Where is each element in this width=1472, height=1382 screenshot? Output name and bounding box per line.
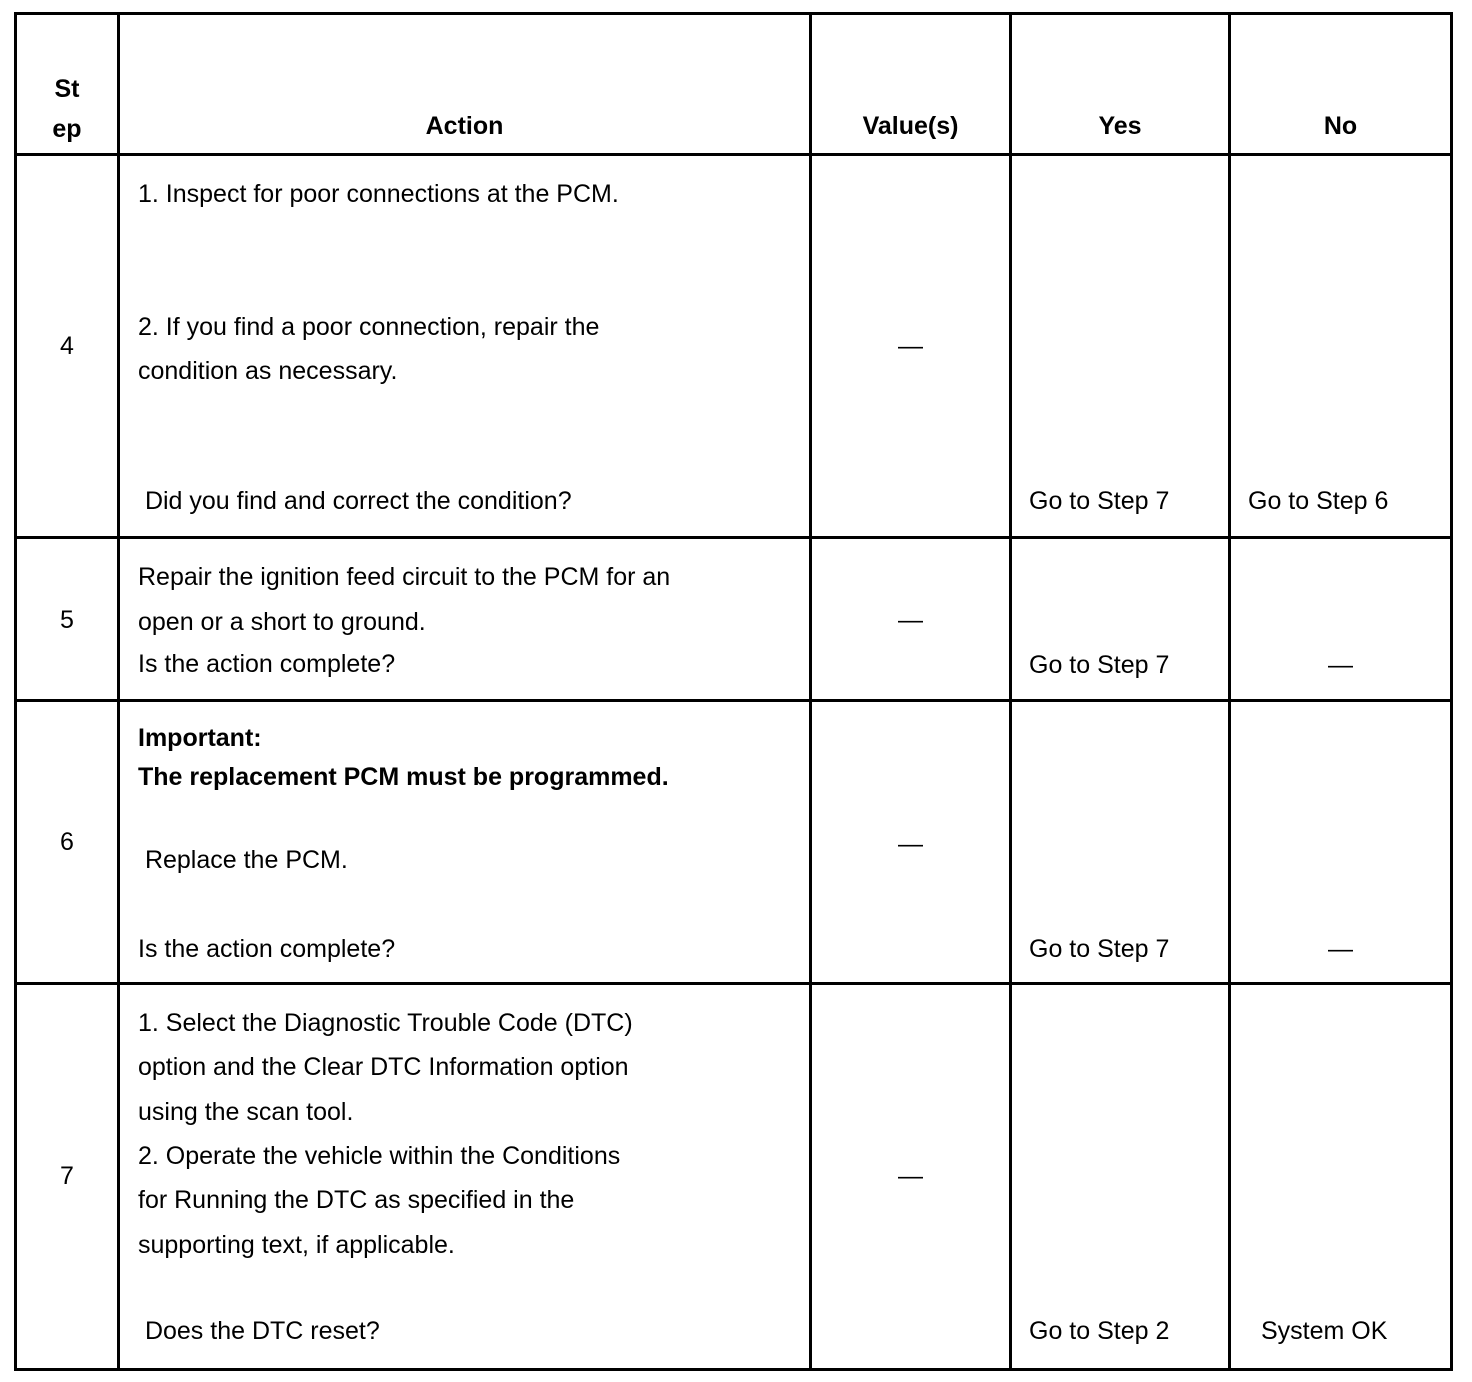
- header-values: [811, 14, 1011, 155]
- step-cell: [16, 701, 119, 984]
- action-line: condition as necessary.: [138, 357, 398, 385]
- action-line: for Running the DTC as specified in the: [138, 1186, 575, 1214]
- action-line: Repair the ignition feed circuit to the PCM for an: [138, 563, 671, 591]
- value-dash: —: [898, 830, 923, 858]
- action-cell: [119, 701, 811, 984]
- step-cell: [16, 984, 119, 1370]
- action-question: Did you find and correct the condition?: [138, 487, 572, 515]
- value-dash: —: [898, 606, 923, 634]
- action-line: 2. If you find a poor connection, repair the: [138, 313, 600, 341]
- important-label: Important:: [138, 724, 262, 752]
- yes-cell: [1011, 538, 1230, 701]
- action-line: 1. Inspect for poor connections at the PCM.: [138, 180, 619, 208]
- yes-goto-link: Go to Step 7: [1029, 651, 1170, 679]
- yes-cell: [1011, 155, 1230, 538]
- value-cell: [811, 984, 1011, 1370]
- no-cell: [1230, 155, 1452, 538]
- action-question: Is the action complete?: [138, 935, 396, 963]
- value-cell: [811, 538, 1011, 701]
- no-dash: —: [1328, 935, 1353, 963]
- action-cell: [119, 984, 811, 1370]
- no-cell: [1230, 701, 1452, 984]
- action-line: 1. Select the Diagnostic Trouble Code (DTC): [138, 1009, 633, 1037]
- value-dash: —: [898, 332, 923, 360]
- no-result-text: System OK: [1261, 1317, 1388, 1345]
- action-line: supporting text, if applicable.: [138, 1231, 455, 1259]
- header-no-label: No: [1323, 112, 1358, 140]
- no-dash: —: [1328, 651, 1353, 679]
- action-cell: [119, 538, 811, 701]
- step-number: 5: [60, 606, 74, 634]
- table-header-row: [16, 14, 1452, 155]
- step-number: 6: [60, 828, 74, 856]
- header-yes-label: Yes: [1098, 112, 1142, 140]
- table-row: [16, 155, 1452, 538]
- step-cell: [16, 538, 119, 701]
- important-text: The replacement PCM must be programmed.: [138, 763, 669, 791]
- header-step-line1: St: [54, 75, 80, 103]
- header-step-line2: ep: [52, 115, 82, 143]
- value-dash: —: [898, 1162, 923, 1190]
- action-line: Replace the PCM.: [138, 846, 348, 874]
- table-row: [16, 984, 1452, 1370]
- yes-cell: [1011, 701, 1230, 984]
- step-number: 7: [60, 1162, 74, 1190]
- header-action: [119, 14, 811, 155]
- value-cell: [811, 701, 1011, 984]
- no-goto-link: Go to Step 6: [1248, 487, 1389, 515]
- header-values-label: Value(s): [862, 112, 959, 140]
- header-action-label: Action: [425, 112, 504, 140]
- step-number: 4: [60, 332, 74, 360]
- yes-goto-link: Go to Step 7: [1029, 487, 1170, 515]
- table-row: [16, 701, 1452, 984]
- yes-cell: [1011, 984, 1230, 1370]
- yes-goto-link: Go to Step 2: [1029, 1317, 1170, 1345]
- action-question: Is the action complete?: [138, 650, 396, 678]
- action-question: Does the DTC reset?: [138, 1317, 380, 1345]
- no-cell: [1230, 984, 1452, 1370]
- value-cell: [811, 155, 1011, 538]
- action-line: option and the Clear DTC Information option: [138, 1053, 629, 1081]
- header-step: [16, 14, 119, 155]
- header-no: [1230, 14, 1452, 155]
- no-cell: [1230, 538, 1452, 701]
- step-cell: [16, 155, 119, 538]
- yes-goto-link: Go to Step 7: [1029, 935, 1170, 963]
- action-cell: [119, 155, 811, 538]
- action-line: open or a short to ground.: [138, 608, 426, 636]
- diagnostic-table: [14, 12, 1453, 1371]
- action-line: 2. Operate the vehicle within the Conditions: [138, 1142, 621, 1170]
- header-yes: [1011, 14, 1230, 155]
- table-row: [16, 538, 1452, 701]
- action-line: using the scan tool.: [138, 1098, 354, 1126]
